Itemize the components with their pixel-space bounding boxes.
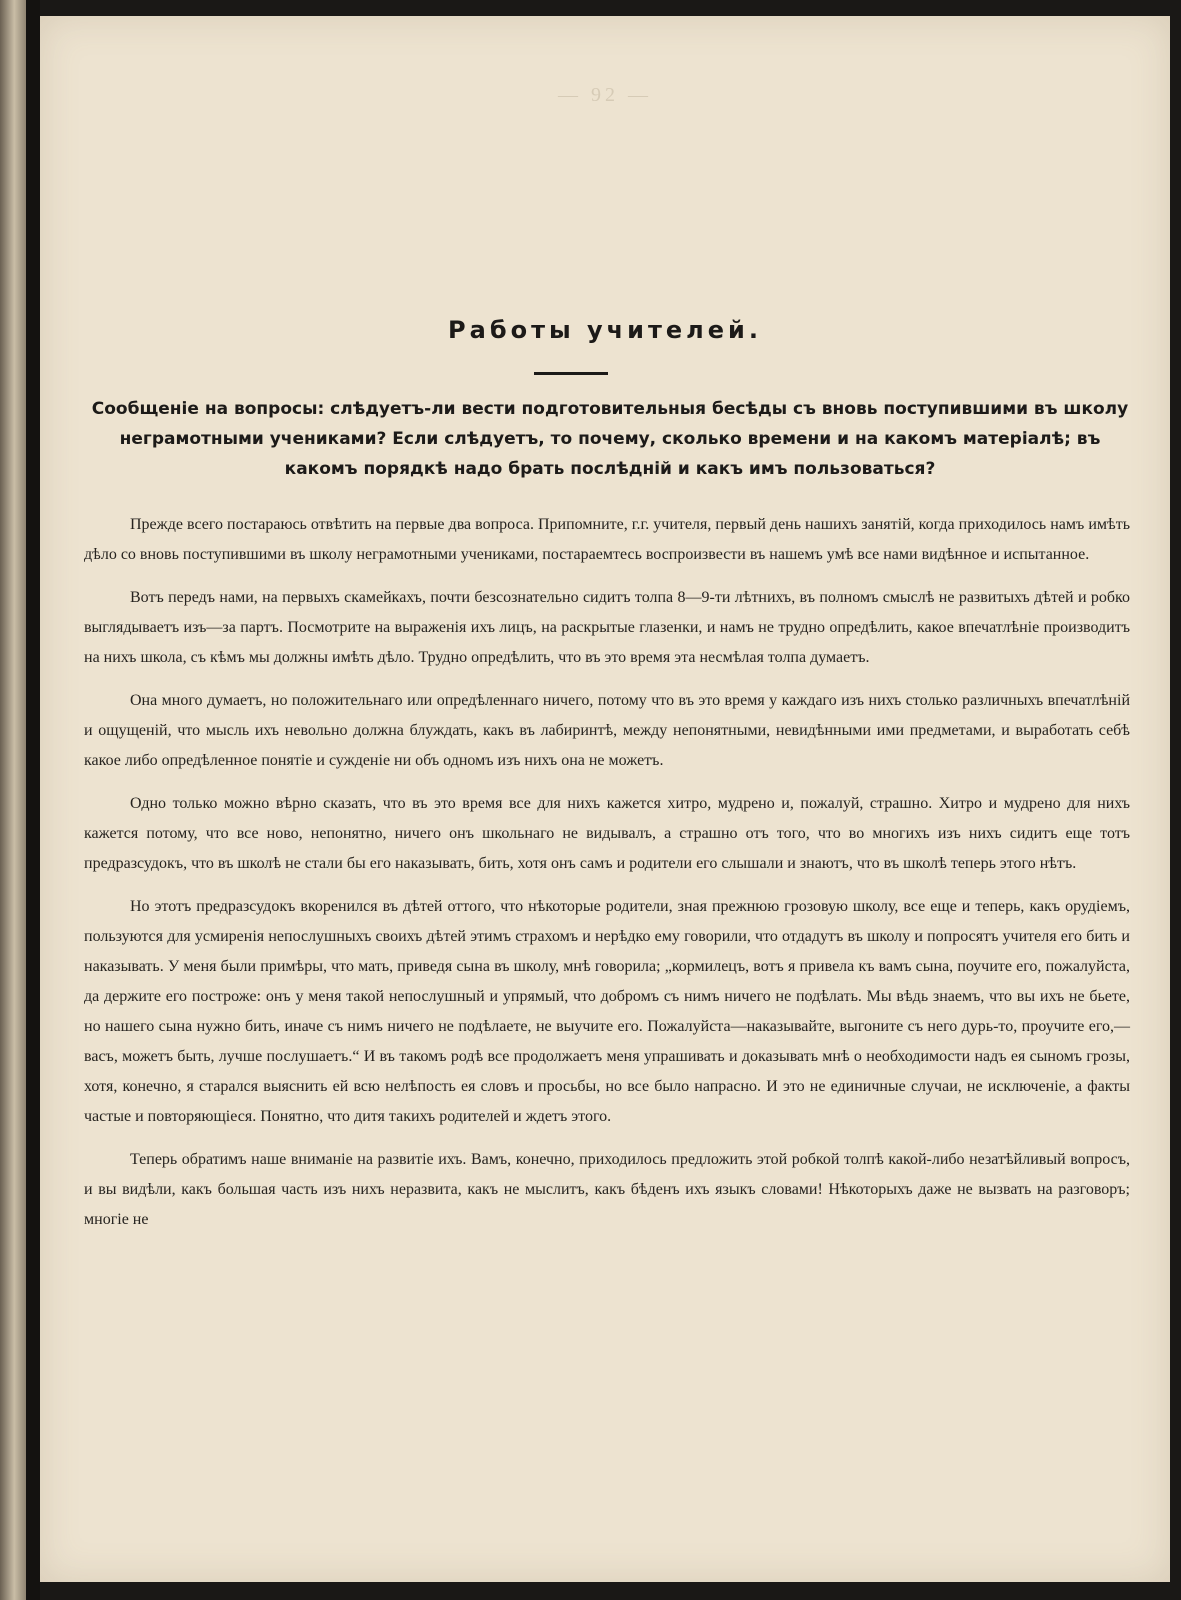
paragraph-3: Она много думаетъ, но положительнаго или опредѣленнаго ничего, потому что въ это время у каждаго изъ нихъ столько различныхъ впечатлѣній и ощущеній, что мысль ихъ невольно должна блуждать, какъ въ лабиринтѣ, между непонятными, невидѣнными ими предметами, и выработать себѣ какое либо опредѣленное понятіе и сужденіе ни объ одномъ изъ нихъ она не можетъ. <box>84 692 1130 769</box>
left-page-edge <box>0 0 26 1600</box>
paragraph-2: Вотъ передъ нами, на первыхъ скамейкахъ, почти безсознательно сидитъ толпа 8—9-ти лѣтнихъ, въ полномъ смыслѣ не развитыхъ дѣтей и робко выглядываетъ изъ—за партъ. Посмотрите на выраженія ихъ лицъ, на раскрытые глазенки, и намъ не трудно опредѣлить, какое впечатлѣніе производитъ на нихъ школа, съ кѣмъ мы должны имѣть дѣло. Трудно опредѣлить, что въ это время эта несмѣлая толпа думаетъ. <box>84 589 1130 666</box>
paragraph-4: Одно только можно вѣрно сказать, что въ это время все для нихъ кажется хитро, мудрено и, пожалуй, страшно. Хитро и мудрено для нихъ кажется потому, что все ново, непонятно, ничего онъ школьнаго не видывалъ, а страшно отъ того, что во многихъ изъ нихъ сидитъ еще тотъ предразсудокъ, что въ школѣ не стали бы его наказывать, бить, хотя онъ самъ и родители его слышали и знаютъ, что въ школѣ теперь этого нѣтъ. <box>84 795 1130 872</box>
title-underline-rule <box>534 372 608 375</box>
article-body <box>84 510 1130 1248</box>
paragraph-6: Теперь обратимъ наше вниманіе на развитіе ихъ. Вамъ, конечно, приходилось предложить этой робкой толпѣ какой-либо незатѣйливый вопросъ, и вы видѣли, какъ большая часть изъ нихъ неразвита, какъ не мыслитъ, какъ бѣденъ ихъ языкъ словами! Нѣкоторыхъ даже не вызвать на разговоръ; многіе не <box>84 1151 1130 1228</box>
article-subtitle: Сообщеніе на вопросы: слѣдуетъ-ли вести подготовительныя бесѣды съ вновь поступившими въ школу неграмотными учениками? Если слѣдуетъ, то почему, сколько времени и на какомъ матеріалѣ; въ какомъ порядкѣ надо брать послѣдній и какъ имъ пользоваться? <box>91 399 1129 479</box>
paragraph-5: Но этотъ предразсудокъ вкоренился въ дѣтей оттого, что нѣкоторые родители, зная прежнюю грозовую школу, все еще и теперь, какъ орудіемъ, пользуются для усмиренія непослушныхъ своихъ дѣтей этимъ страхомъ и нерѣдко ему говорили, что отдадутъ въ школу и попросятъ учителя его бить и наказывать. У меня были примѣры, что мать, приведя сына въ школу, мнѣ говорила; „кормилецъ, вотъ я привела къ вамъ сына, поучите его, пожалуйста, да держите его построже: онъ у меня такой непослушный и упрямый, что добромъ съ нимъ ничего не подѣлать. Мы вѣдь знаемъ, что вы ихъ не бьете, но нашего сына нужно бить, иначе съ нимъ ничего не подѣлаете, не выучите его. Пожалуйста—наказывайте, выгоните съ него дурь-то, проучите его,—васъ, можетъ быть, лучше послушаетъ.“ И въ такомъ родѣ все продолжаетъ меня упрашивать и доказывать мнѣ о необходимости надъ ея сыномъ грозы, хотя, конечно, я старался выяснить ей всю нелѣпость ея словъ и просьбы, но все было напрасно. И это не единичные случаи, не исключеніе, а факты частые и повторяющіеся. Понятно, что дитя такихъ родителей и ждетъ этого. <box>84 898 1130 1125</box>
page-number: — 92 — <box>558 84 652 106</box>
book-spine-gap <box>26 0 40 1600</box>
paragraph-1: Прежде всего постараюсь отвѣтить на первые два вопроса. Припомните, г.г. учителя, первый день нашихъ занятій, когда приходилось намъ имѣть дѣло со вновь поступившими въ школу неграмотными учениками, постараемтесь воспроизвести въ нашемъ умѣ все нами видѣнное и испытанное. <box>84 516 1130 563</box>
article-title: Работы учителей. <box>448 316 762 344</box>
document-page <box>40 16 1170 1582</box>
